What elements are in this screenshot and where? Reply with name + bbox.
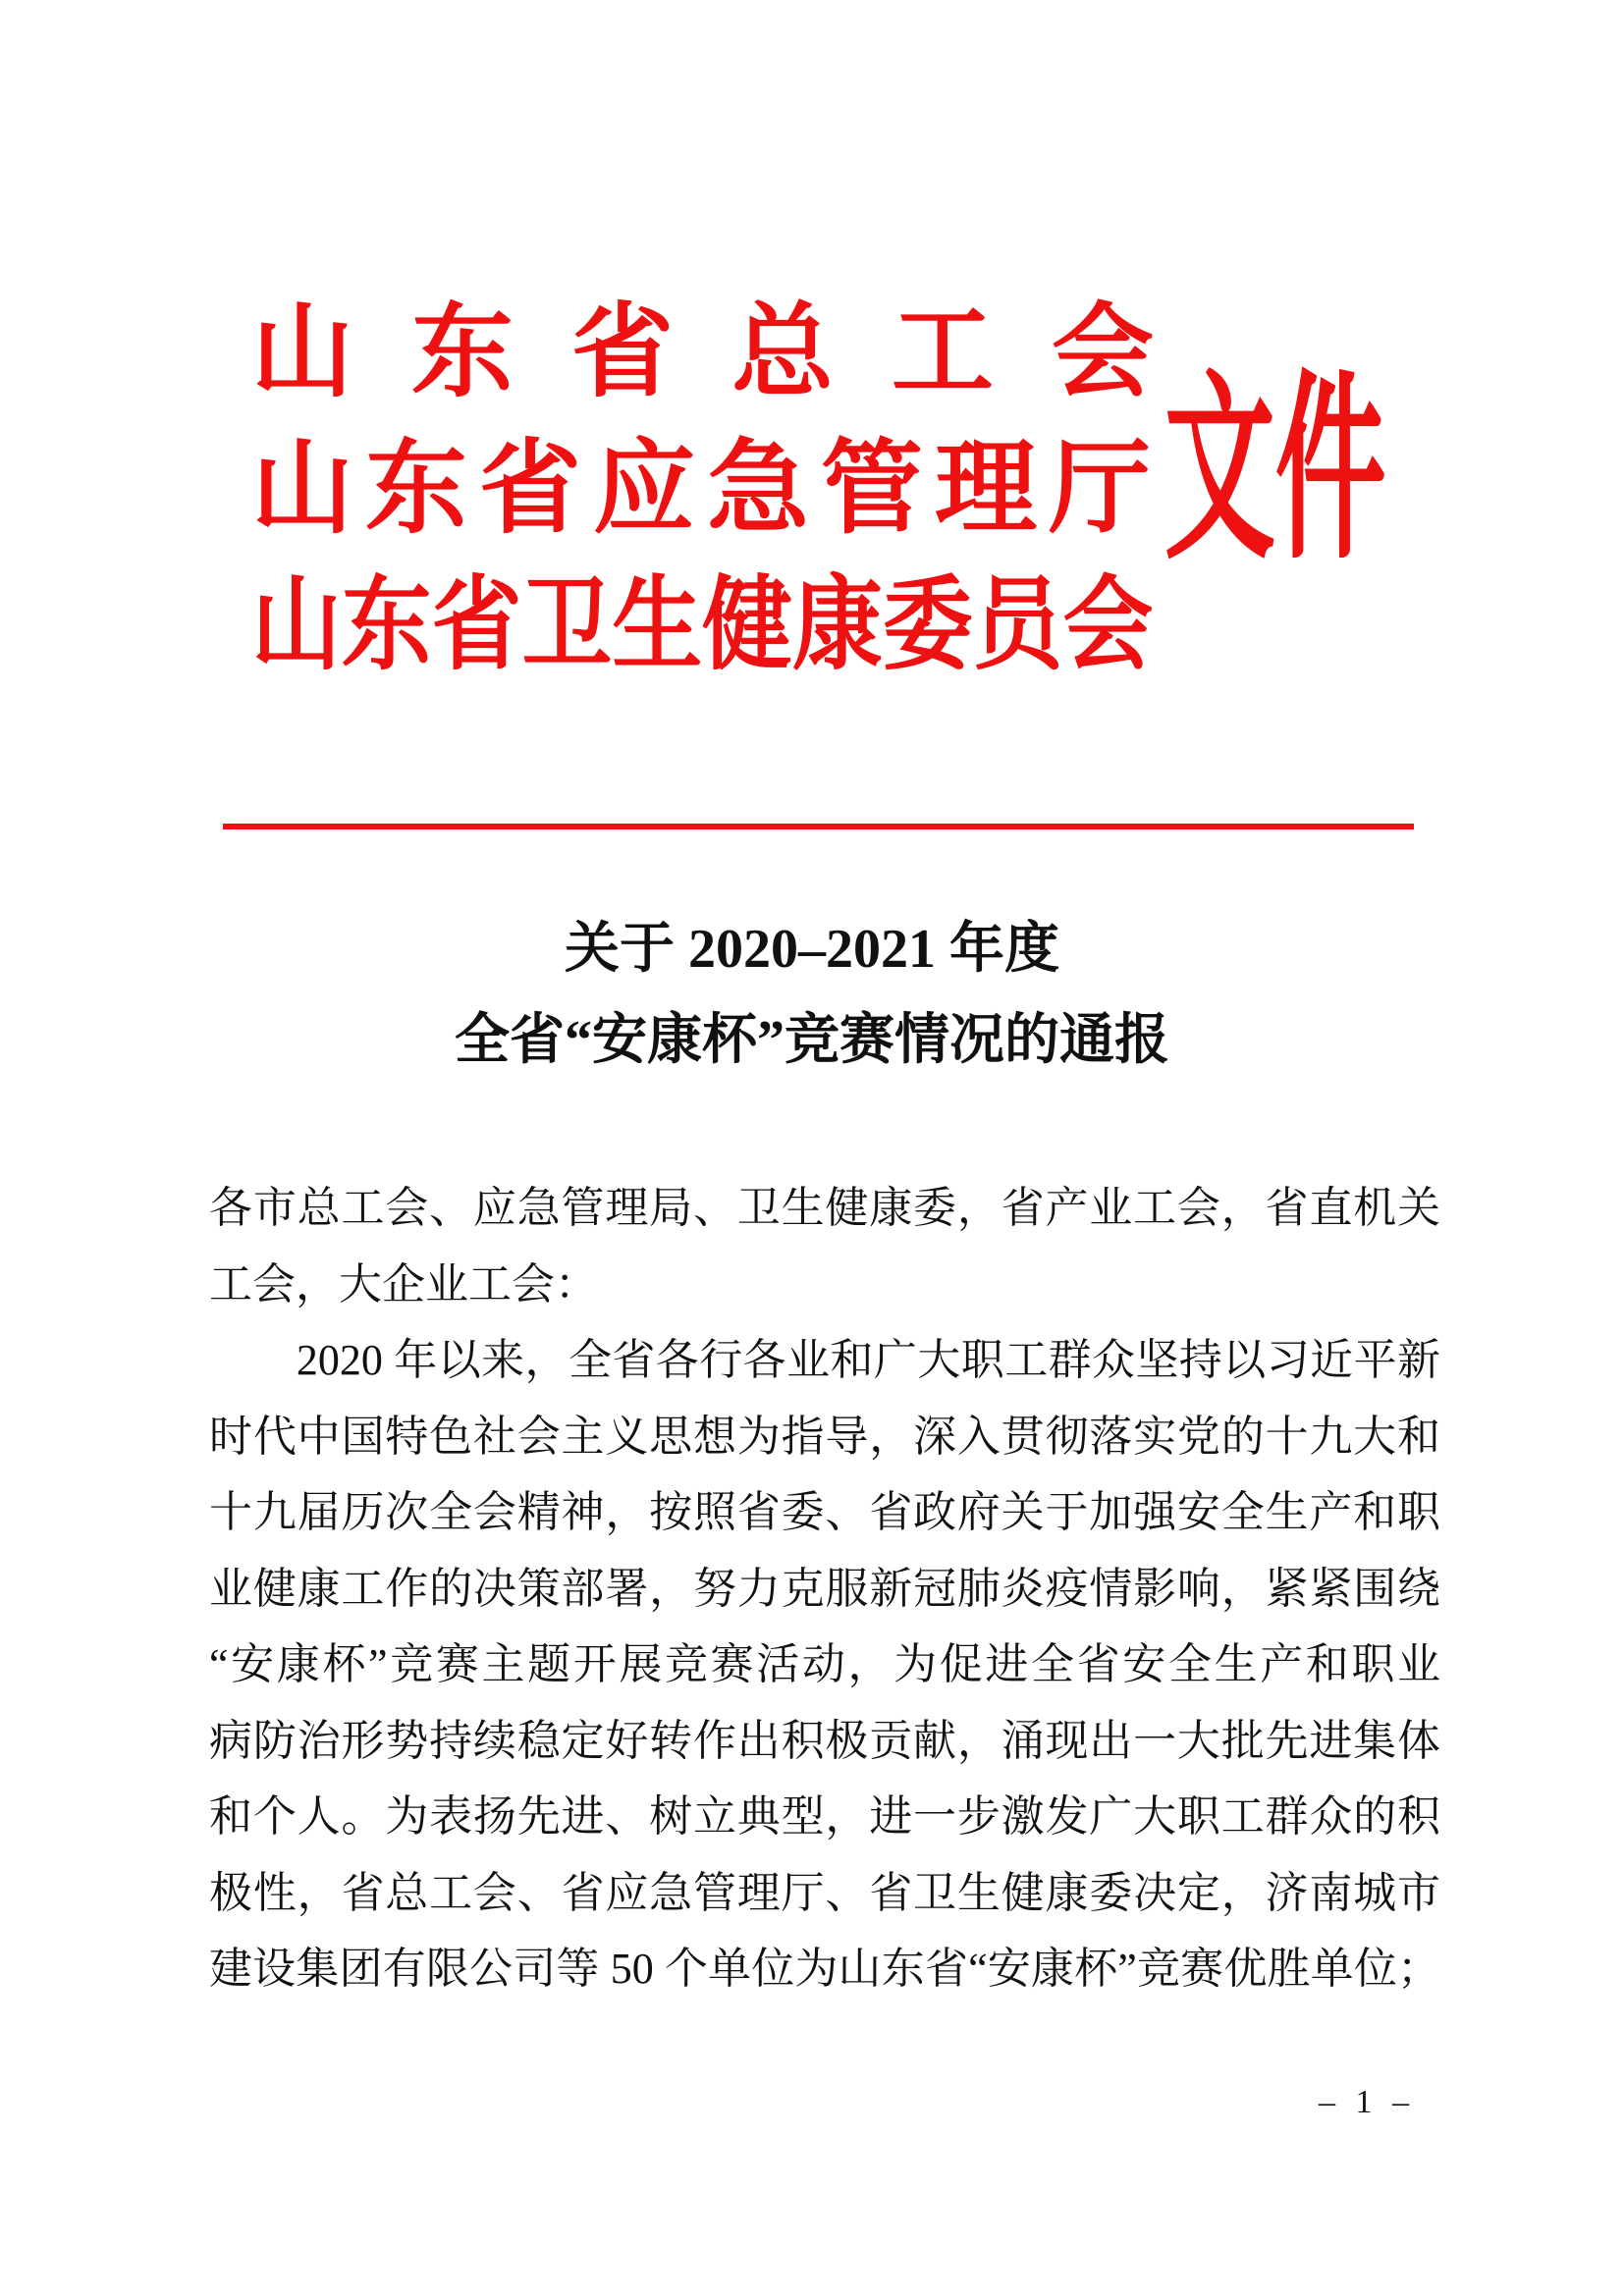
document-body: [209, 1170, 1440, 2007]
body-text-line: 业健康工作的决策部署，努力克服新冠肺炎疫情影响，紧紧围绕: [209, 1564, 1440, 1613]
body-text-line: 极性，省总工会、省应急管理厅、省卫生健康委决定，济南城市: [209, 1868, 1440, 1917]
body-text-line: 病防治形势持续稳定好转作出积极贡献，涌现出一大批先进集体: [209, 1716, 1440, 1765]
document-title: [0, 904, 1624, 1087]
body-text-line: “安康杯”竞赛主题开展竞赛活动，为促进全省安全生产和职业: [209, 1640, 1440, 1688]
agency-name: 山东省卫生健康委员会: [251, 569, 1154, 682]
page-number: – 1 –: [1319, 2084, 1415, 2120]
body-text-line: 时代中国特色社会主义思想为指导，深入贯彻落实党的十九大和: [209, 1412, 1440, 1461]
body-text-line: 工会，大企业工会：: [209, 1259, 598, 1308]
body-text-line: 建设集团有限公司等 50 个单位为山东省“安康杯”竞赛优胜单位；: [209, 1945, 1440, 1993]
title-line-2: 全省“安康杯”竞赛情况的通报: [455, 1010, 1169, 1071]
title-line-1: 关于 2020–2021 年度: [565, 919, 1059, 980]
body-text-line: 十九届历次全会精神，按照省委、省政府关于加强安全生产和职: [209, 1488, 1440, 1536]
issuing-agencies: [251, 285, 1214, 694]
document-type-label: 文件: [1164, 360, 1386, 583]
body-text-line: 和个人。为表扬先进、树立典型，进一步激发广大职工群众的积: [209, 1792, 1440, 1841]
agency-name: 山东省应急管理厅: [251, 433, 1164, 546]
agency-name: 山东省总工会: [251, 296, 1213, 409]
red-divider-line: [223, 824, 1414, 829]
body-text-line: 2020 年以来，全省各行各业和广大职工群众坚持以习近平新: [209, 1336, 1440, 1384]
body-text-line: 各市总工会、应急管理局、卫生健康委，省产业工会，省直机关: [209, 1184, 1440, 1232]
